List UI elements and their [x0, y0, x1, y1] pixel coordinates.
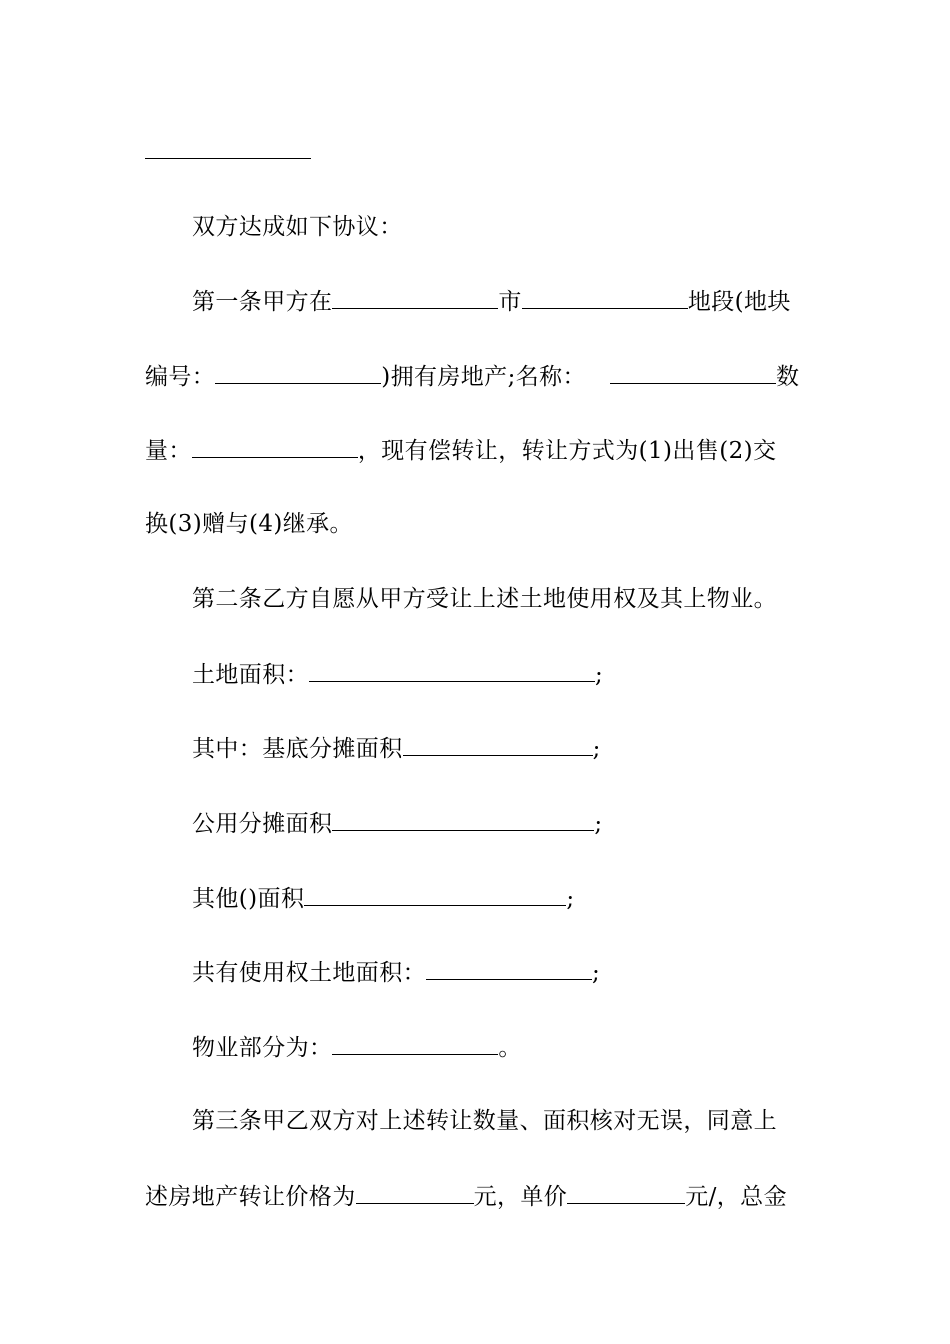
blank-property-part [332, 1032, 498, 1055]
blank-quantity [192, 435, 358, 458]
line-land-area: 土地面积： ; [192, 659, 857, 689]
blank-land-area [309, 659, 595, 682]
paragraph-article-1-line-4: 换(3)赠与(4)继承。 [145, 511, 353, 537]
top-blank-line [145, 158, 311, 159]
blank-city [332, 286, 498, 309]
blank-shared-land-area [426, 957, 592, 980]
blank-property-name [610, 361, 776, 384]
blank-other-area [304, 883, 566, 906]
line-property-part: 物业部分为： 。 [192, 1032, 857, 1062]
blank-base-shared-area [403, 733, 593, 756]
line-base-shared-area: 其中：基底分摊面积 ; [192, 733, 857, 763]
blank-transfer-price [356, 1181, 474, 1204]
paragraph-agreement-intro: 双方达成如下协议： [192, 214, 403, 240]
line-public-shared-area: 公用分摊面积 ; [192, 808, 857, 838]
line-shared-land-area: 共有使用权土地面积： ; [192, 957, 857, 987]
line-other-area: 其他()面积 ; [192, 883, 857, 913]
paragraph-article-1-line-1: 第一条甲方在 市 地段(地块 [192, 286, 857, 316]
blank-parcel-number [215, 361, 381, 384]
paragraph-article-2: 第二条乙方自愿从甲方受让上述土地使用权及其上物业。 [192, 586, 777, 612]
blank-district [522, 286, 688, 309]
paragraph-article-1-line-3: 量： ，现有偿转让，转让方式为(1)出售(2)交 [145, 435, 810, 465]
paragraph-article-3-line-1: 第三条甲乙双方对上述转让数量、面积核对无误，同意上 [192, 1108, 777, 1134]
blank-public-shared-area [332, 808, 594, 831]
blank-unit-price [567, 1181, 685, 1204]
paragraph-article-1-line-2: 编号： )拥有房地产;名称： 数 [145, 361, 810, 391]
paragraph-article-3-line-2: 述房地产转让价格为 元，单价 元/，总金 [145, 1181, 810, 1211]
